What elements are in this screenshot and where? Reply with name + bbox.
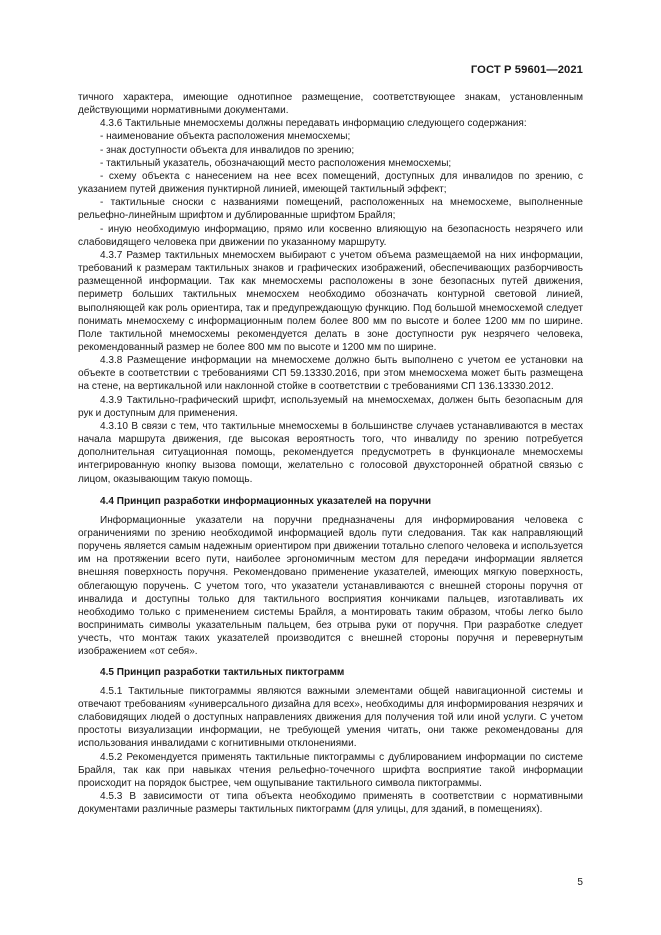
- paragraph-4-5-2: 4.5.2 Рекомендуется применять тактильные пиктограммы с дублированием информации по системе Брайля, так как при навыках чтения рельефно-точечного шрифта восприятие такой информации происходит на порядок быстрее, чем ощупывание тактильного символа пиктограммы.: [78, 751, 583, 789]
- section-heading-4-5: 4.5 Принцип разработки тактильных пиктограмм: [100, 666, 345, 678]
- list-item: - схему объекта с нанесением на нее всех помещений, доступных для инвалидов по зрению, с указанием путей движения пунктирной линией, имеющей тактильный эффект;: [78, 170, 583, 196]
- paragraph-4-3-7: 4.3.7 Размер тактильных мнемосхем выбирают с учетом объема размещаемой на них информации, требований к размерам тактильных знаков и графических изображений, обеспечивающих разборчивость размещенной информации. Так как мнемосхемы расположены в зоне безопасных путей движения, периметр больших тактильных мнемосхем необходимо обозначать контурной световой линией, выполняющей как роль ориентира, так и предупреждающую функцию. Под большой мнемосхемой следует понимать мнемосхему с информационным полем более 800 мм по высоте и более 1200 мм по ширине. Поле тактильной мнемосхемы рекомендуется делать в зоне доступности рук незрячего человека, рекомендованный размер не более 800 мм по высоте и 1200 мм по ширине.: [78, 249, 583, 353]
- list-item: - иную необходимую информацию, прямо или косвенно влияющую на безопасность незрячего или слабовидящего человека при движении по указанному маршруту.: [78, 223, 583, 248]
- list-item: - тактильные сноски с названиями помещений, расположенных на мнемосхеме, выполненные рельефно-линейным шрифтом и дублированные шрифтом Брайля;: [78, 197, 583, 222]
- list-item: - наименование объекта расположения мнемосхемы;: [100, 131, 351, 143]
- list-item: - знак доступности объекта для инвалидов по зрению;: [100, 144, 355, 156]
- document-header-id: ГОСТ Р 59601—2021: [470, 64, 583, 76]
- paragraph-continuation: тичного характера, имеющие однотипное размещение, соответствующее знакам, установленным действующими нормативными документами.: [78, 92, 583, 117]
- paragraph-4-5-3: 4.5.3 В зависимости от типа объекта необходимо применять в соответствии с нормативными документами различные размеры тактильных пиктограмм (для улицы, для зданий, в помещениях).: [78, 790, 583, 816]
- page-number: 5: [577, 877, 583, 888]
- paragraph-4-3-8: 4.3.8 Размещение информации на мнемосхеме должно быть выполнено с учетом ее установки на объекте в соответствии с требованиями СП 59.13330.2016, при этом мнемосхема может быть размещена на стене, на вертикальной или наклонной стойке в соответствии с требованиями СП 136.13330.2012.: [78, 355, 583, 393]
- list-item: - тактильный указатель, обозначающий место расположения мнемосхемы;: [100, 157, 452, 169]
- paragraph-4-3-10: 4.3.10 В связи с тем, что тактильные мнемосхемы в большинстве случаев устанавливаются в местах начала маршрута движения, где высокая вероятность того, что инвалиду по зрению потребуется дополнительная ситуационная помощь, рекомендуется предусмотреть в функционале мнемосхемы интегрированную кнопку вызова помощи, желательно с голосовой двухсторонней обратной связью с лицом, оказывающим такую помощь.: [78, 420, 583, 485]
- paragraph-4-4: Информационные указатели на поручни предназначены для информирования человека с ограничениями по зрению необходимой информацией вдоль пути следования. Так как направляющий поручень является самым надежным ориентиром при движении тотально слепого человека и используется им на протяжении всего пути, наиболее эргономичным местом для передачи информации является внешняя поверхность поручня. Рекомендовано применение указателей, имеющих мягкую поверхность, облегающую поручень. С учетом того, что указатели устанавливаются с внешней стороны поручня от инвалида и доступны только для тактильного восприятия кончиками пальцев, изготавливать их необходимо только с применением системы Брайля, а монтировать таким образом, чтобы легко было воспринимать символы указательным пальцем, без отрыва руки от поручня. При разработке следует учесть, что монтаж таких указателей производится с внешней стороны поручня и перевернутым изображением «от себя».: [78, 514, 583, 658]
- paragraph-4-5-1: 4.5.1 Тактильные пиктограммы являются важными элементами общей навигационной системы и отвечают требованиям «универсального дизайна для всех», необходимы для информирования незрячих и слабовидящих людей о доступных направлениях движения для получения той или иной услуги. С учетом простоты визуализации информации, не требующей умения читать, они также рекомендованы для использования инвалидами с когнитивными отклонениями.: [78, 685, 583, 750]
- document-body: [78, 91, 583, 816]
- paragraph-4-3-9: 4.3.9 Тактильно-графический шрифт, используемый на мнемосхемах, должен быть безопасным для рук и доступным для применения.: [78, 394, 583, 419]
- section-heading-4-4: 4.4 Принцип разработки информационных указателей на поручни: [100, 495, 432, 507]
- paragraph-4-3-6: 4.3.6 Тактильные мнемосхемы должны передавать информацию следующего содержания:: [100, 118, 527, 130]
